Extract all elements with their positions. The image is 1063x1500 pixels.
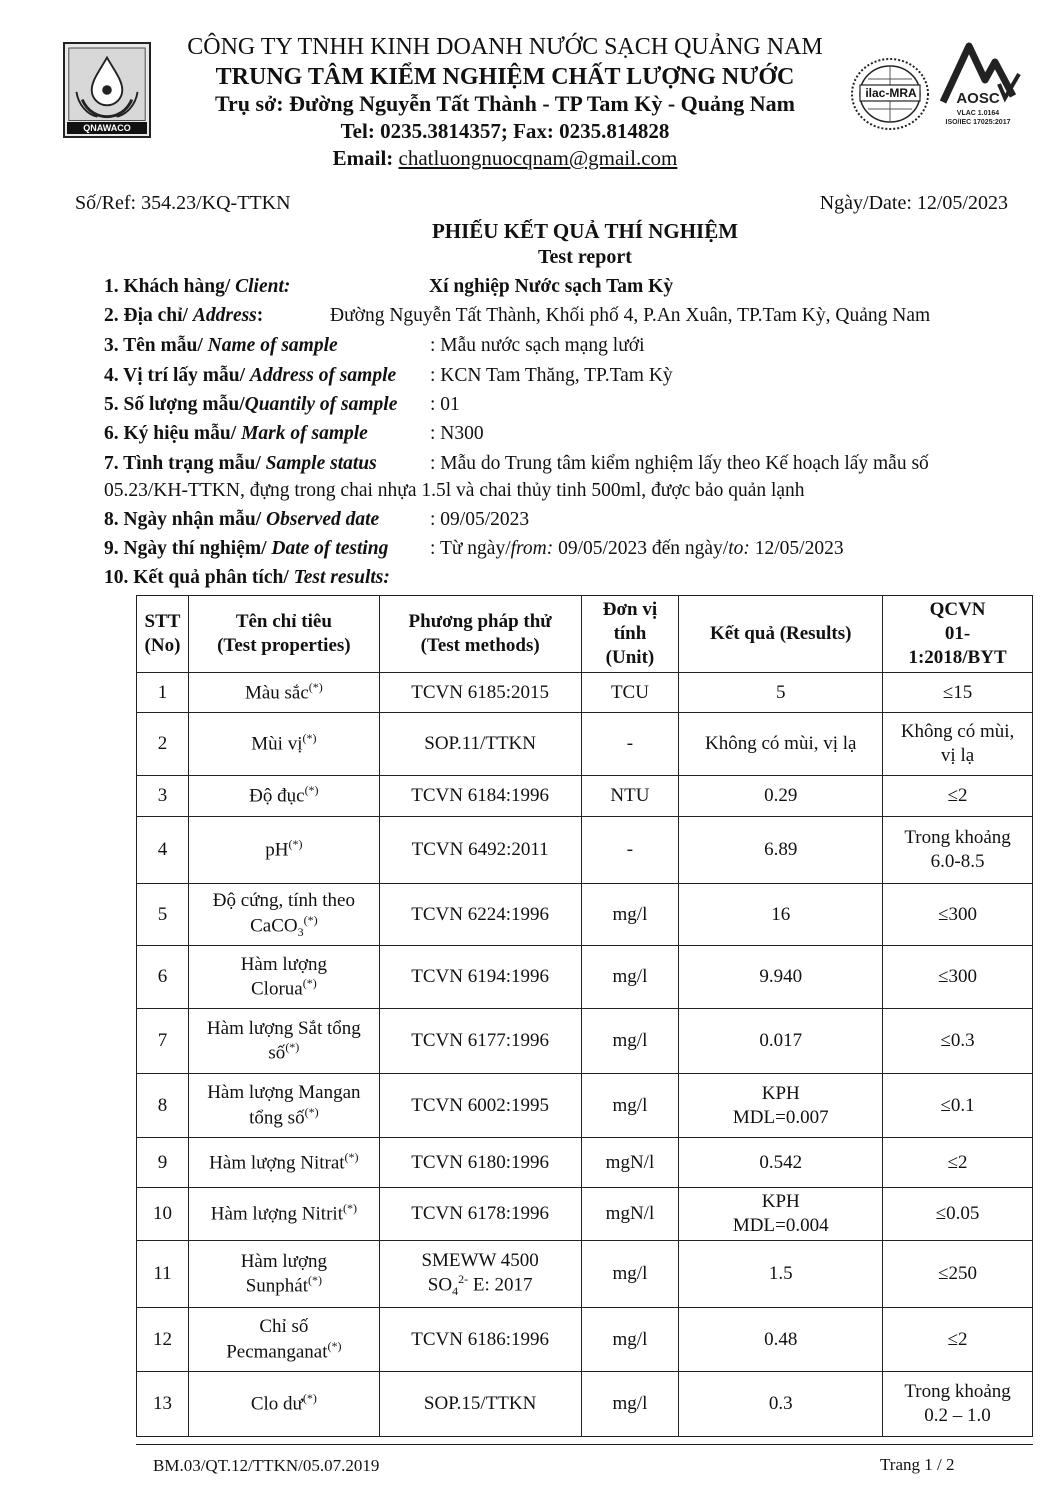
cell-result: Không có mùi, vị lạ bbox=[679, 713, 883, 776]
header-stt: STT (No) bbox=[137, 596, 189, 673]
cell-result: 0.542 bbox=[679, 1138, 883, 1188]
cell-result: 5 bbox=[679, 673, 883, 713]
cell-no: 5 bbox=[137, 884, 189, 946]
cell-result: 0.017 bbox=[679, 1009, 883, 1074]
cell-standard: Không có mùi, vị lạ bbox=[883, 713, 1033, 776]
cell-method: TCVN 6184:1996 bbox=[379, 776, 581, 817]
center-name: TRUNG TÂM KIỂM NGHIỆM CHẤT LƯỢNG NƯỚC bbox=[215, 64, 795, 90]
cell-no: 2 bbox=[137, 713, 189, 776]
info-status: 7. Tình trạng mẫu/ Sample status : Mẫu do Trung tâm kiểm nghiệm lấy theo Kế hoạch lấy mẫu số bbox=[104, 453, 929, 474]
info-sample-name: 3. Tên mẫu/ Name of sample : Mẫu nước sạch mạng lưới bbox=[104, 335, 645, 356]
cell-result: 0.3 bbox=[679, 1372, 883, 1437]
email-label: Email: bbox=[332, 146, 394, 170]
cell-name: Màu sắc(*) bbox=[188, 673, 379, 713]
cell-name: Mùi vị(*) bbox=[188, 713, 379, 776]
cell-name: Clo dư(*) bbox=[188, 1372, 379, 1437]
cell-unit: - bbox=[581, 817, 679, 884]
report-title: PHIẾU KẾT QUẢ THÍ NGHIỆM bbox=[431, 219, 739, 243]
info-address: 2. Địa chỉ/ Address: Đường Nguyễn Tất Thành, Khối phố 4, P.An Xuân, TP.Tam Kỳ, Quảng Nam bbox=[104, 305, 931, 326]
cell-no: 1 bbox=[137, 673, 189, 713]
company-name: CÔNG TY TNHH KINH DOANH NƯỚC SẠCH QUẢNG NAM bbox=[187, 34, 823, 60]
cell-method: SMEWW 4500 $SO_4^{2-}$ E: 2017 bbox=[379, 1241, 581, 1308]
center-phone: Tel: 0235.3814357; Fax: 0235.814828 bbox=[340, 119, 670, 143]
cell-method: TCVN 6224:1996 bbox=[379, 884, 581, 946]
cell-method: TCVN 6178:1996 bbox=[379, 1188, 581, 1241]
info-testing-date: 9. Ngày thí nghiệm/ Date of testing : Từ ngày/from: 09/05/2023 đến ngày/to: 12/05/2023 bbox=[104, 538, 844, 559]
cell-no: 3 bbox=[137, 776, 189, 817]
info-mark: 6. Ký hiệu mẫu/ Mark of sample : N300 bbox=[104, 423, 484, 444]
aosc-label: AOSC bbox=[956, 90, 1000, 107]
cell-no: 7 bbox=[137, 1009, 189, 1074]
table-row bbox=[137, 884, 1033, 946]
cell-unit: - bbox=[581, 713, 679, 776]
info-observed-date: 8. Ngày nhận mẫu/ Observed date : 09/05/2023 bbox=[104, 509, 530, 530]
cell-unit: mg/l bbox=[581, 1074, 679, 1138]
cell-no: 8 bbox=[137, 1074, 189, 1138]
cell-unit: mg/l bbox=[581, 1372, 679, 1437]
cell-result: KPH MDL=0.004 bbox=[679, 1188, 883, 1241]
ilac-mra-logo bbox=[848, 55, 932, 133]
center-email-line bbox=[160, 146, 850, 171]
center-address: Trụ sở: Đường Nguyễn Tất Thành - TP Tam Kỳ - Quảng Nam bbox=[215, 91, 795, 116]
info-client: 1. Khách hàng/ Client: Xí nghiệp Nước sạch Tam Kỳ bbox=[104, 276, 674, 297]
cell-result: 16 bbox=[679, 884, 883, 946]
cell-standard: ≤2 bbox=[883, 1138, 1033, 1188]
header-standard: QCVN 01- 1:2018/BYT bbox=[883, 596, 1033, 673]
cell-method: TCVN 6186:1996 bbox=[379, 1308, 581, 1372]
cell-unit: mg/l bbox=[581, 1241, 679, 1308]
table-row bbox=[137, 1009, 1033, 1074]
cell-unit: TCU bbox=[581, 673, 679, 713]
cell-method: TCVN 6180:1996 bbox=[379, 1138, 581, 1188]
info-sample-address: 4. Vị trí lấy mẫu/ Address of sample : KCN Tam Thăng, TP.Tam Kỳ bbox=[104, 365, 673, 386]
cell-name: Hàm lượng Mangan tổng số(*) bbox=[188, 1074, 379, 1138]
cell-unit: mg/l bbox=[581, 1009, 679, 1074]
cell-standard: ≤0.05 bbox=[883, 1188, 1033, 1241]
cell-standard: Trong khoảng 6.0-8.5 bbox=[883, 817, 1033, 884]
table-row bbox=[137, 713, 1033, 776]
table-header-row bbox=[137, 596, 1033, 673]
reference-number: Số/Ref: 354.23/KQ-TTKN bbox=[75, 192, 291, 214]
cell-method: SOP.15/TTKN bbox=[379, 1372, 581, 1437]
table-row bbox=[137, 946, 1033, 1009]
cell-no: 9 bbox=[137, 1138, 189, 1188]
client-value: Xí nghiệp Nước sạch Tam Kỳ bbox=[429, 276, 674, 297]
header-unit: Đơn vị tính (Unit) bbox=[581, 596, 679, 673]
table-row bbox=[137, 1308, 1033, 1372]
cell-standard: ≤300 bbox=[883, 946, 1033, 1009]
info-test-results: 10. Kết quả phân tích/ Test results: bbox=[104, 567, 390, 588]
header-name: Tên chỉ tiêu (Test properties) bbox=[188, 596, 379, 673]
address-value: Đường Nguyễn Tất Thành, Khối phố 4, P.An Xuân, TP.Tam Kỳ, Quảng Nam bbox=[330, 305, 931, 326]
header-method: Phương pháp thử (Test methods) bbox=[379, 596, 581, 673]
cell-unit: mg/l bbox=[581, 946, 679, 1009]
info-status-cont: 05.23/KH-TTKN, đựng trong chai nhựa 1.5l và chai thủy tinh 500ml, được bảo quản lạnh bbox=[104, 480, 805, 501]
cell-unit: mg/l bbox=[581, 1308, 679, 1372]
cell-name: Chỉ số Pecmanganat(*) bbox=[188, 1308, 379, 1372]
cell-name: pH(*) bbox=[188, 817, 379, 884]
cell-no: 11 bbox=[137, 1241, 189, 1308]
vilas-number: VLAC 1.0164 bbox=[956, 110, 1000, 117]
info-quantity: 5. Số lượng mẫu/Quantily of sample : 01 bbox=[104, 394, 460, 415]
table-row bbox=[137, 1074, 1033, 1138]
table-row bbox=[137, 1188, 1033, 1241]
cell-no: 13 bbox=[137, 1372, 189, 1437]
cell-result: KPH MDL=0.007 bbox=[679, 1074, 883, 1138]
cell-name: Hàm lượng Clorua(*) bbox=[188, 946, 379, 1009]
cell-no: 12 bbox=[137, 1308, 189, 1372]
cell-standard: ≤2 bbox=[883, 776, 1033, 817]
cell-name: Độ cứng, tính theo CaCO$_3$(*) bbox=[188, 884, 379, 946]
email-link[interactable]: chatluongnuocqnam@gmail.com bbox=[398, 146, 678, 170]
cell-no: 10 bbox=[137, 1188, 189, 1241]
cell-no: 6 bbox=[137, 946, 189, 1009]
cell-result: 0.29 bbox=[679, 776, 883, 817]
table-row bbox=[137, 673, 1033, 713]
cell-name: Độ đục(*) bbox=[188, 776, 379, 817]
table-row bbox=[137, 1241, 1033, 1308]
header-result: Kết quả (Results) bbox=[679, 596, 883, 673]
cell-unit: NTU bbox=[581, 776, 679, 817]
iso-label: ISO/IEC 17025:2017 bbox=[945, 119, 1011, 126]
cell-standard: ≤250 bbox=[883, 1241, 1033, 1308]
page-number: Trang 1 / 2 bbox=[880, 1455, 955, 1474]
cell-no: 4 bbox=[137, 817, 189, 884]
table-row bbox=[137, 776, 1033, 817]
cell-name: Hàm lượng Nitrit(*) bbox=[188, 1188, 379, 1241]
cell-result: 9.940 bbox=[679, 946, 883, 1009]
report-date: Ngày/Date: 12/05/2023 bbox=[819, 192, 1008, 214]
cell-name: Hàm lượng Sunphát(*) bbox=[188, 1241, 379, 1308]
cell-standard: ≤300 bbox=[883, 884, 1033, 946]
cell-result: 6.89 bbox=[679, 817, 883, 884]
cell-name: Hàm lượng Sắt tổng số(*) bbox=[188, 1009, 379, 1074]
cell-result: 0.48 bbox=[679, 1308, 883, 1372]
cell-method: SOP.11/TTKN bbox=[379, 713, 581, 776]
cell-standard: ≤15 bbox=[883, 673, 1033, 713]
cell-unit: mg/l bbox=[581, 884, 679, 946]
cell-method: TCVN 6002:1995 bbox=[379, 1074, 581, 1138]
logo-text: QNAWACO bbox=[67, 122, 147, 134]
form-code: BM.03/QT.12/TTKN/05.07.2019 bbox=[153, 1456, 380, 1475]
cell-method: TCVN 6194:1996 bbox=[379, 946, 581, 1009]
cell-method: TCVN 6177:1996 bbox=[379, 1009, 581, 1074]
cell-result: 1.5 bbox=[679, 1241, 883, 1308]
cell-standard: Trong khoảng 0.2 – 1.0 bbox=[883, 1372, 1033, 1437]
cell-standard: ≤0.3 bbox=[883, 1009, 1033, 1074]
cell-method: TCVN 6492:2011 bbox=[379, 817, 581, 884]
cell-name: Hàm lượng Nitrat(*) bbox=[188, 1138, 379, 1188]
footer-divider bbox=[136, 1444, 1033, 1445]
cell-method: TCVN 6185:2015 bbox=[379, 673, 581, 713]
table-row bbox=[137, 1138, 1033, 1188]
table-row bbox=[137, 817, 1033, 884]
table-row bbox=[137, 1372, 1033, 1437]
cell-standard: ≤0.1 bbox=[883, 1074, 1033, 1138]
aosc-logo bbox=[933, 40, 1023, 132]
ilac-label: ilac-MRA bbox=[865, 86, 917, 100]
report-subtitle: Test report bbox=[538, 246, 632, 268]
results-table bbox=[136, 595, 1033, 1437]
cell-unit: mgN/l bbox=[581, 1188, 679, 1241]
cell-unit: mgN/l bbox=[581, 1138, 679, 1188]
cell-standard: ≤2 bbox=[883, 1308, 1033, 1372]
company-logo bbox=[63, 42, 151, 138]
